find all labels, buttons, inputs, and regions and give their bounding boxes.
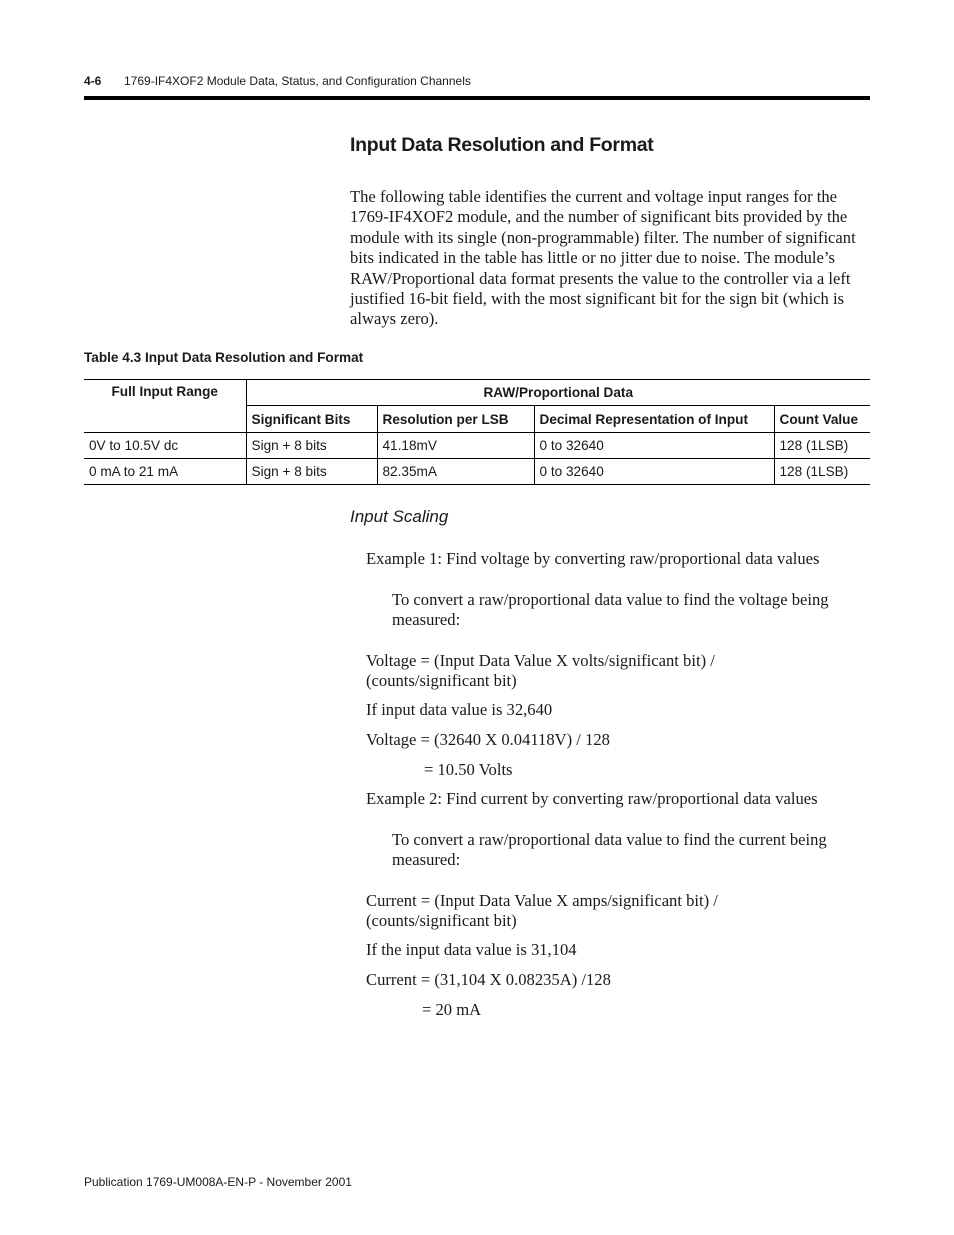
example2-result: = 20 mA bbox=[422, 1000, 482, 1019]
table-row bbox=[84, 433, 870, 459]
cell-decimal: 0 to 32640 bbox=[534, 459, 774, 485]
header-full-input-range: Full Input Range bbox=[84, 380, 246, 433]
header-decimal-representation: Decimal Representation of Input bbox=[534, 406, 774, 433]
header-count-value: Count Value bbox=[774, 406, 870, 433]
header-rule bbox=[84, 96, 870, 100]
example2-formula: Current = (Input Data Value X amps/significant bit) / (counts/significant bit) bbox=[366, 891, 718, 931]
table-header-row bbox=[84, 380, 870, 406]
example2-title: Example 2: Find current by converting raw/proportional data values bbox=[366, 789, 818, 808]
section-title: Input Data Resolution and Format bbox=[350, 134, 654, 156]
example1-calc: Voltage = (32640 X 0.04118V) / 128 bbox=[366, 730, 610, 749]
resolution-table bbox=[84, 379, 870, 485]
cell-significant-bits: Sign + 8 bits bbox=[246, 433, 377, 459]
table-row bbox=[84, 459, 870, 485]
example2-calc: Current = (31,104 X 0.08235A) /128 bbox=[366, 970, 611, 989]
example1-result: = 10.50 Volts bbox=[424, 760, 513, 779]
header-resolution-per-lsb: Resolution per LSB bbox=[377, 406, 534, 433]
example1-formula: Voltage = (Input Data Value X volts/significant bit) / (counts/significant bit) bbox=[366, 651, 715, 691]
cell-resolution: 82.35mA bbox=[377, 459, 534, 485]
cell-significant-bits: Sign + 8 bits bbox=[246, 459, 377, 485]
example1-title: Example 1: Find voltage by converting raw/proportional data values bbox=[366, 549, 820, 568]
input-scaling-heading: Input Scaling bbox=[350, 507, 449, 526]
example1-intro: To convert a raw/proportional data value to find the voltage being measured: bbox=[392, 590, 829, 630]
cell-range: 0 mA to 21 mA bbox=[84, 459, 246, 485]
intro-paragraph: The following table identifies the current and voltage input ranges for the 1769-IF4XOF2 module, and the number of significant bits provided by the module with its single (non-programmable) filter. The number of significant bits indicated in the table has little or no jitter due to noise. The module’s RAW/Proportional data format presents the value to the controller via a left justified 16-bit field, with the most significant bit for the sign bit (which is always zero). bbox=[350, 187, 856, 329]
footer-publication: Publication 1769-UM008A-EN-P - November 2001 bbox=[84, 1175, 352, 1189]
cell-resolution: 41.18mV bbox=[377, 433, 534, 459]
cell-count: 128 (1LSB) bbox=[774, 459, 870, 485]
cell-count: 128 (1LSB) bbox=[774, 433, 870, 459]
example2-given: If the input data value is 31,104 bbox=[366, 940, 577, 959]
header-raw-proportional: RAW/Proportional Data bbox=[246, 380, 870, 406]
cell-range: 0V to 10.5V dc bbox=[84, 433, 246, 459]
example2-intro: To convert a raw/proportional data value to find the current being measured: bbox=[392, 830, 827, 870]
header-significant-bits: Significant Bits bbox=[246, 406, 377, 433]
table-caption: Table 4.3 Input Data Resolution and Format bbox=[84, 350, 364, 365]
example1-given: If input data value is 32,640 bbox=[366, 700, 553, 719]
cell-decimal: 0 to 32640 bbox=[534, 433, 774, 459]
chapter-title: 1769-IF4XOF2 Module Data, Status, and Configuration Channels bbox=[124, 74, 471, 88]
page-number: 4-6 bbox=[84, 74, 102, 88]
